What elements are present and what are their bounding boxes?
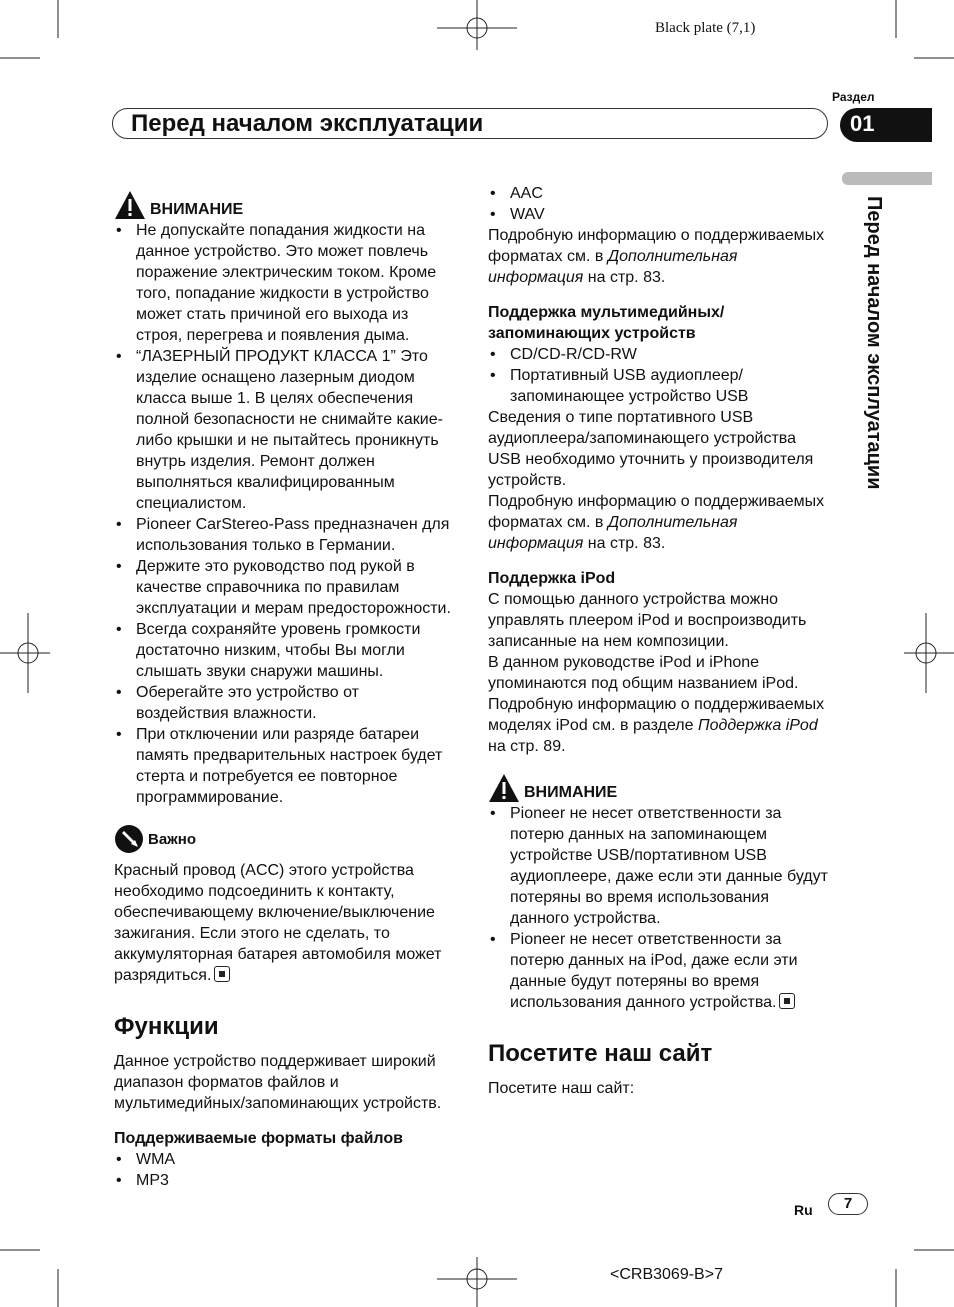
warning-icon bbox=[114, 190, 146, 220]
list-item: • Pioneer CarStereo-Pass предназначен для использования только в Германии. bbox=[114, 514, 454, 556]
functions-text: Данное устройство поддерживает широкий диапазон форматов файлов и мультимедийных/запоминающих устройств. bbox=[114, 1053, 442, 1112]
visit-title: Посетите наш сайт bbox=[488, 1040, 713, 1067]
warning-title: ВНИМАНИЕ bbox=[150, 201, 244, 218]
end-mark-icon bbox=[214, 966, 230, 982]
visit-text: Посетите наш сайт: bbox=[488, 1080, 635, 1097]
formats-title: Поддерживаемые форматы файлов bbox=[114, 1130, 403, 1147]
page-title: Перед началом эксплуатации bbox=[131, 110, 484, 137]
section-number: 01 bbox=[850, 111, 875, 136]
warning-icon bbox=[488, 773, 520, 803]
section-tab bbox=[840, 108, 932, 142]
formats-more-text: Подробную информацию о поддерживаемых форматах см. в Дополнительная информация на стр. 83. bbox=[488, 227, 825, 286]
document-code: <CRB3069-B>7 bbox=[610, 1266, 723, 1283]
list-item: • “ЛАЗЕРНЫЙ ПРОДУКТ КЛАССА 1” Это изделие оснащено лазерным диодом класса выше 1. В целях обеспечения полной безопасности не снимайте какие-либо крышки и не пытайтесь проникнуть внутрь изделия. Ремонт должен выполняться квалифицированным специалистом. bbox=[114, 346, 454, 514]
end-mark-icon bbox=[779, 993, 795, 1009]
column-right bbox=[488, 183, 830, 1099]
functions-title: Функции bbox=[114, 1013, 219, 1040]
warning-heading bbox=[114, 190, 454, 220]
important-text: Красный провод (ACC) этого устройства необходимо подсоединить к контакту, обеспечивающему включение/выключение зажигания. Если этого не сделать, то аккумуляторная батарея автомобиля может разрядиться. bbox=[114, 862, 442, 984]
column-left bbox=[114, 190, 454, 1191]
warning-list bbox=[488, 803, 830, 1013]
list-item: • Держите это руководство под рукой в качестве справочника по правилам эксплуатации и мерам предосторожности. bbox=[114, 556, 454, 619]
warning-heading bbox=[488, 773, 830, 803]
list-item: • Pioneer не несет ответственности за потерю данных на запоминающем устройстве USB/портативном USB аудиоплеере, даже если эти данные будут потеряны во время использования данного устройства. bbox=[488, 803, 830, 929]
language-code: Ru bbox=[794, 1202, 813, 1218]
side-title: Перед началом эксплуатации bbox=[863, 196, 885, 490]
list-item: • WAV bbox=[488, 204, 830, 225]
header-title-bar bbox=[112, 108, 828, 139]
list-item: • Оберегайте это устройство от воздействия влажности. bbox=[114, 682, 454, 724]
list-item: • Pioneer не несет ответственности за потерю данных на iPod, даже если эти данные будут потеряны во время использования данного устройства. bbox=[488, 929, 830, 1013]
page-number: 7 bbox=[828, 1193, 868, 1215]
warning-title: ВНИМАНИЕ bbox=[524, 784, 618, 801]
list-item: • Портативный USB аудиоплеер/запоминающее устройство USB bbox=[488, 365, 830, 407]
important-heading bbox=[114, 824, 454, 854]
warning-list bbox=[114, 220, 454, 808]
list-item: • При отключении или разряде батареи память предварительных настроек будет стерта и потребуется ее повторное программирование. bbox=[114, 724, 454, 808]
ipod-title: Поддержка iPod bbox=[488, 570, 616, 587]
ipod-text: В данном руководстве iPod и iPhone упоминаются под общим названием iPod. bbox=[488, 654, 799, 692]
list-item: • WMA bbox=[114, 1149, 454, 1170]
devices-text: Сведения о типе портативного USB аудиоплеера/запоминающего устройства USB необходимо уточнить у производителя устройств. bbox=[488, 409, 814, 489]
ipod-more-text: Подробную информацию о поддерживаемых моделях iPod см. в разделе Поддержка iPod на стр. 89. bbox=[488, 696, 825, 755]
list-item: • Всегда сохраняйте уровень громкости достаточно низким, чтобы Вы могли слышать звуки снаружи машины. bbox=[114, 619, 454, 682]
formats-list-continued bbox=[488, 183, 830, 225]
important-icon bbox=[114, 824, 144, 854]
devices-more-text: Подробную информацию о поддерживаемых форматах см. в Дополнительная информация на стр. 83. bbox=[488, 493, 825, 552]
list-item: • CD/CD-R/CD-RW bbox=[488, 344, 830, 365]
ipod-text: С помощью данного устройства можно управлять плеером iPod и воспроизводить записанные на нем композиции. bbox=[488, 591, 807, 650]
list-item: • MP3 bbox=[114, 1170, 454, 1191]
plate-label: Black plate (7,1) bbox=[655, 20, 756, 36]
list-item: • Не допускайте попадания жидкости на данное устройство. Это может повлечь поражение электрическим током. Кроме того, попадание жидкости в устройство может стать причиной его выхода из строя, перегрева и появления дыма. bbox=[114, 220, 454, 346]
cross-reference-link: Поддержка iPod bbox=[697, 717, 818, 734]
cross-reference-link: Дополнительная информация bbox=[488, 248, 738, 286]
cross-reference-link: Дополнительная информация bbox=[488, 514, 738, 552]
devices-list bbox=[488, 344, 830, 407]
side-grey-bar bbox=[842, 172, 932, 185]
important-title: Важно bbox=[148, 830, 197, 848]
section-label: Раздел bbox=[832, 90, 875, 104]
list-item: • AAC bbox=[488, 183, 830, 204]
devices-title: Поддержка мультимедийных/ запоминающих устройств bbox=[488, 304, 725, 342]
formats-list bbox=[114, 1149, 454, 1191]
